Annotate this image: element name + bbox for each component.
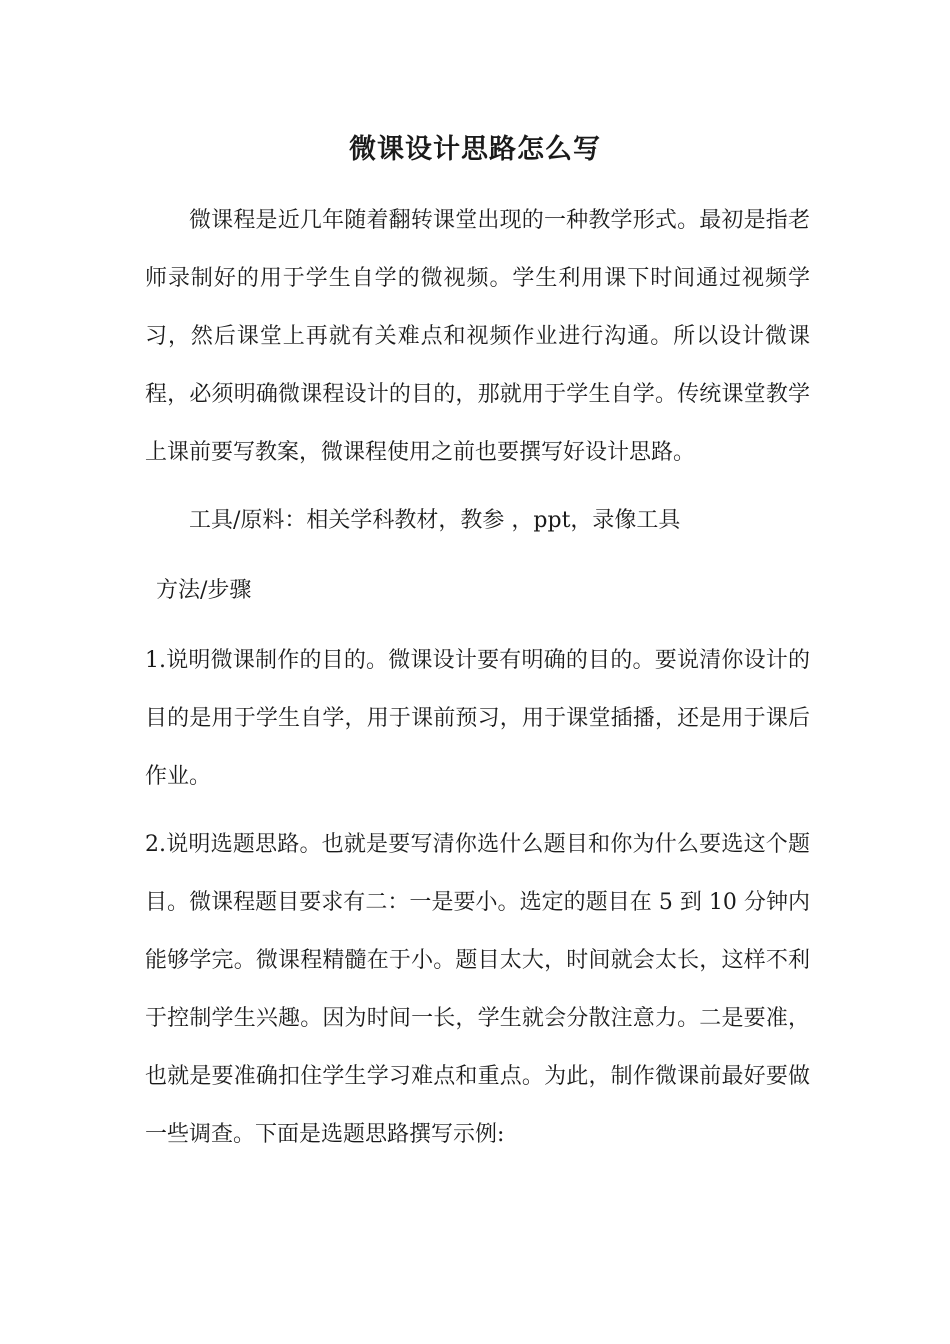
step-2-paragraph: 2.说明选题思路。也就是要写清你选什么题目和你为什么要选这个题目。微课程题目要求有二：一是要小。选定的题目在 5 到 10 分钟内能够学完。微课程精髓在于小。题目太大，时间就会太长，这样不利于控制学生兴趣。因为时间一长，学生就会分散注意力。二是要准，也就是要准确扣住学生学习难点和重点。为此，制作微课前最好要做一些调查。下面是选题思路撰写示例:	[145, 832, 810, 1147]
intro-paragraph: 微课程是近几年随着翻转课堂出现的一种教学形式。最初是指老师录制好的用于学生自学的微视频。学生利用课下时间通过视频学习，然后课堂上再就有关难点和视频作业进行沟通。所以设计微课程，必须明确微课程设计的目的，那就用于学生自学。传统课堂教学上课前要写教案，微课程使用之前也要撰写好设计思路。	[145, 208, 810, 465]
document-title: 微课设计思路怎么写	[349, 134, 601, 165]
tools-paragraph: 工具/原料：相关学科教材，教参 ，ppt，录像工具	[189, 508, 681, 533]
step-1-paragraph: 1.说明微课制作的目的。微课设计要有明确的目的。要说清你设计的目的是用于学生自学，用于课前预习，用于课堂插播，还是用于课后作业。	[145, 648, 810, 789]
method-heading: 方法/步骤	[156, 578, 252, 603]
